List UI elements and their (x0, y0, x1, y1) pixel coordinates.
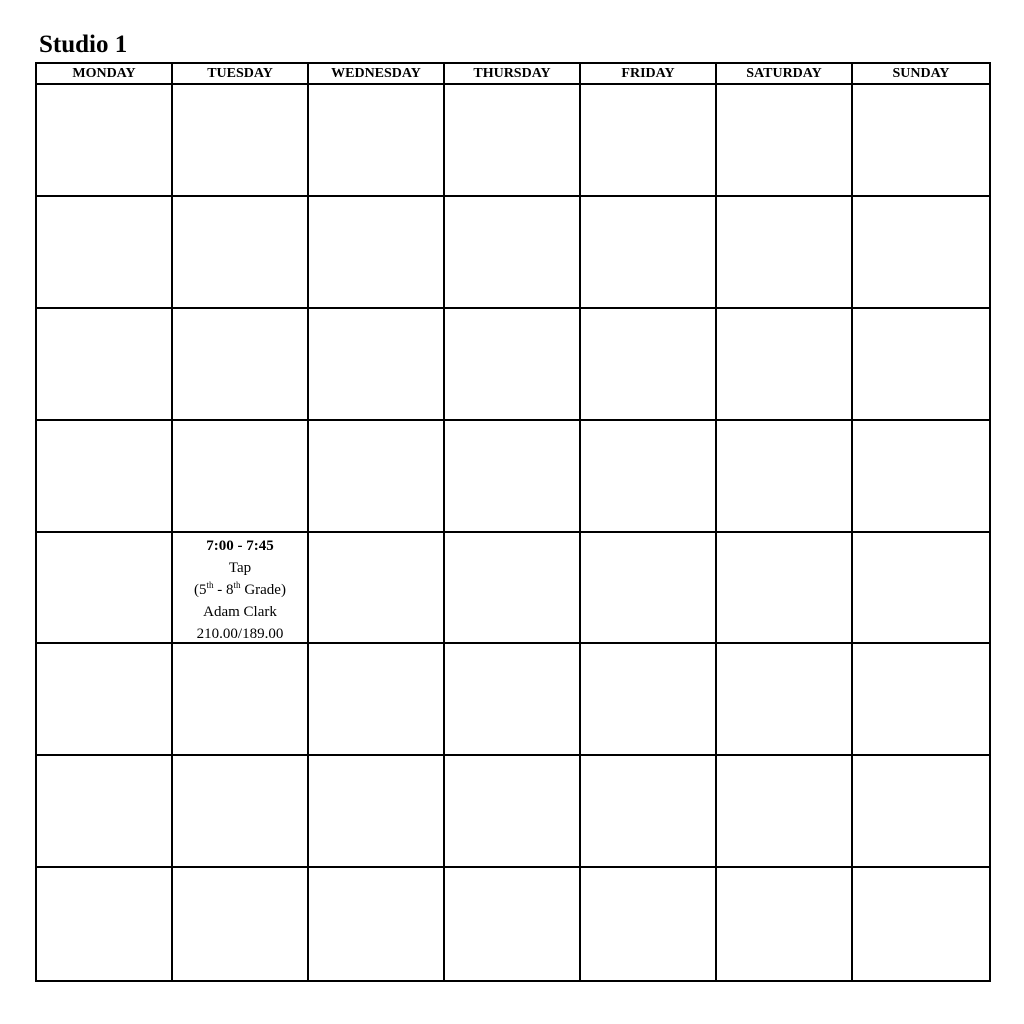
schedule-cell (853, 309, 989, 421)
schedule-cell (173, 644, 309, 756)
schedule-cell (717, 533, 853, 645)
schedule-cell (445, 644, 581, 756)
class-name: Tap (228, 559, 252, 576)
schedule-cell (717, 644, 853, 756)
page-title: Studio 1 (39, 31, 128, 58)
schedule-cell (853, 421, 989, 533)
schedule-cell (309, 756, 445, 868)
schedule-cell (445, 756, 581, 868)
schedule-cell (37, 309, 173, 421)
schedule-cell (445, 868, 581, 980)
schedule-cell (717, 85, 853, 197)
schedule-cell (309, 533, 445, 645)
schedule-cell (717, 756, 853, 868)
schedule-cell (37, 644, 173, 756)
schedule-cell (581, 533, 717, 645)
schedule-cell (309, 309, 445, 421)
day-header-wednesday: WEDNESDAY (309, 64, 445, 85)
schedule-cell (309, 644, 445, 756)
schedule-cell (853, 756, 989, 868)
schedule-cell (37, 868, 173, 980)
schedule-cell (717, 868, 853, 980)
schedule-cell (581, 756, 717, 868)
schedule-cell (37, 421, 173, 533)
schedule-cell (37, 85, 173, 197)
schedule-cell (853, 868, 989, 980)
schedule-cell (173, 421, 309, 533)
schedule-cell (445, 533, 581, 645)
schedule-cell (173, 197, 309, 309)
schedule-cell (173, 756, 309, 868)
schedule-cell (37, 533, 173, 645)
schedule-cell (173, 868, 309, 980)
schedule-cell (581, 85, 717, 197)
class-instructor: Adam Clark (203, 603, 277, 620)
schedule-cell (309, 197, 445, 309)
schedule-cell (853, 644, 989, 756)
class-price: 210.00/189.00 (196, 625, 284, 642)
schedule-cell (445, 309, 581, 421)
day-header-monday: MONDAY (37, 64, 173, 85)
schedule-cell (37, 197, 173, 309)
schedule-cell (581, 197, 717, 309)
schedule-cell (37, 756, 173, 868)
schedule-cell (853, 533, 989, 645)
schedule-cell (309, 421, 445, 533)
day-header-saturday: SATURDAY (717, 64, 853, 85)
schedule-cell (717, 309, 853, 421)
schedule-cell (309, 85, 445, 197)
schedule-cell (445, 197, 581, 309)
schedule-grid (35, 62, 991, 982)
schedule-cell (173, 85, 309, 197)
schedule-cell (581, 644, 717, 756)
schedule-cell (853, 85, 989, 197)
schedule-cell (173, 309, 309, 421)
class-grade: (5th - 8th Grade) (194, 579, 286, 598)
day-header-thursday: THURSDAY (445, 64, 581, 85)
schedule-cell (581, 309, 717, 421)
day-header-friday: FRIDAY (581, 64, 717, 85)
day-header-tuesday: TUESDAY (173, 64, 309, 85)
schedule-cell (445, 85, 581, 197)
schedule-cell (717, 421, 853, 533)
schedule-cell (581, 868, 717, 980)
schedule-cell (445, 421, 581, 533)
class-time: 7:00 - 7:45 (206, 537, 274, 554)
schedule-cell (853, 197, 989, 309)
schedule-cell (717, 197, 853, 309)
schedule-cell (309, 868, 445, 980)
schedule-cell (581, 421, 717, 533)
day-header-sunday: SUNDAY (853, 64, 989, 85)
class-entry (173, 533, 309, 645)
